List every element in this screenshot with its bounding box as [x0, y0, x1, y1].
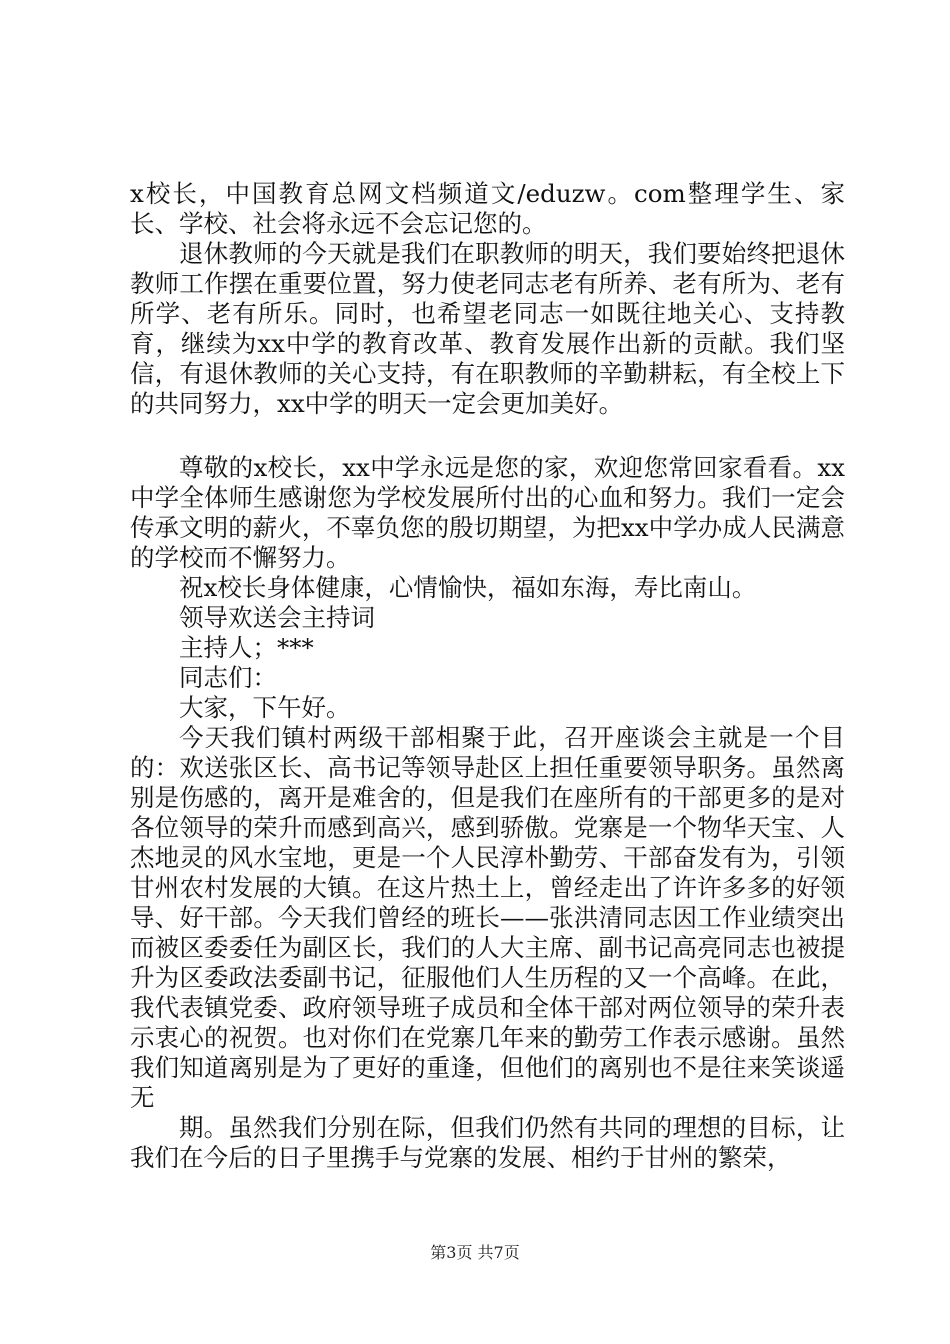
paragraph-host: 主持人；***: [179, 633, 314, 662]
paragraph-greeting: 大家，下午好。: [179, 693, 351, 722]
paragraph-farewell-speech: 今天我们镇村两级干部相聚于此，召开座谈会主就是一个目的：欢送张区长、高书记等领导赴区上担任重要领导职务。虽然离别是伤感的，离开是难舍的，但是我们在座所有的干部更多的是对各位领导的荣升而感到高兴，感到骄傲。党寨是一个物华天宝、人杰地灵的风水宝地，更是一个人民淳朴勤劳、干部奋发有为，引领甘州农村发展的大镇。在这片热土上，曾经走出了许许多多的好领导、好干部。今天我们曾经的班长——张洪清同志因工作业绩突出而被区委委任为副区长，我们的人大主席、副书记高亮同志也被提升为区委政法委副书记，征服他们人生历程的又一个高峰。在此，我代表镇党委、政府领导班子成员和全体干部对两位领导的荣升表示衷心的祝贺。也对你们在党寨几年来的勤劳工作表示感谢。虽然我们知道离别是为了更好的重逢，但他们的离别也不是往来笑谈遥无: [130, 723, 845, 1112]
paragraph-salutation: 同志们：: [179, 663, 277, 692]
section-heading: 领导欢送会主持词: [179, 603, 375, 632]
page-footer: 第3页 共7页: [430, 1243, 520, 1262]
paragraph-wishes: 祝x校长身体健康，心情愉快，福如东海，寿比南山。: [179, 573, 757, 602]
paragraph-retired-teachers: 退休教师的今天就是我们在职教师的明天，我们要始终把退休教师工作摆在重要位置，努力使老同志老有所养、老有所为、老有所学、老有所乐。同时，也希望老同志一如既往地关心、支持教育，继续为xx中学的教育改革、教育发展作出新的贡献。我们坚信，有退休教师的关心支持，有在职教师的辛勤耕耘，有全校上下的共同努力，xx中学的明天一定会更加美好。: [130, 239, 845, 418]
paragraph-continuation: 期。虽然我们分别在际，但我们仍然有共同的理想的目标，让我们在今后的日子里携手与党寨的发展、相约于甘州的繁荣，: [130, 1113, 845, 1172]
paragraph-spacer: [130, 419, 845, 453]
paragraph-respected-principal: 尊敬的x校长，xx中学永远是您的家，欢迎您常回家看看。xx中学全体师生感谢您为学校发展所付出的心血和努力。我们一定会传承文明的薪火，不辜负您的殷切期望，为把xx中学办成人民满意的学校而不懈努力。: [130, 453, 845, 572]
paragraph-closing-previous: x校长，中国教育总网文档频道文/eduzw。com整理学生、家长、学校、社会将永远不会忘记您的。: [130, 179, 845, 238]
document-body: [130, 179, 845, 1173]
